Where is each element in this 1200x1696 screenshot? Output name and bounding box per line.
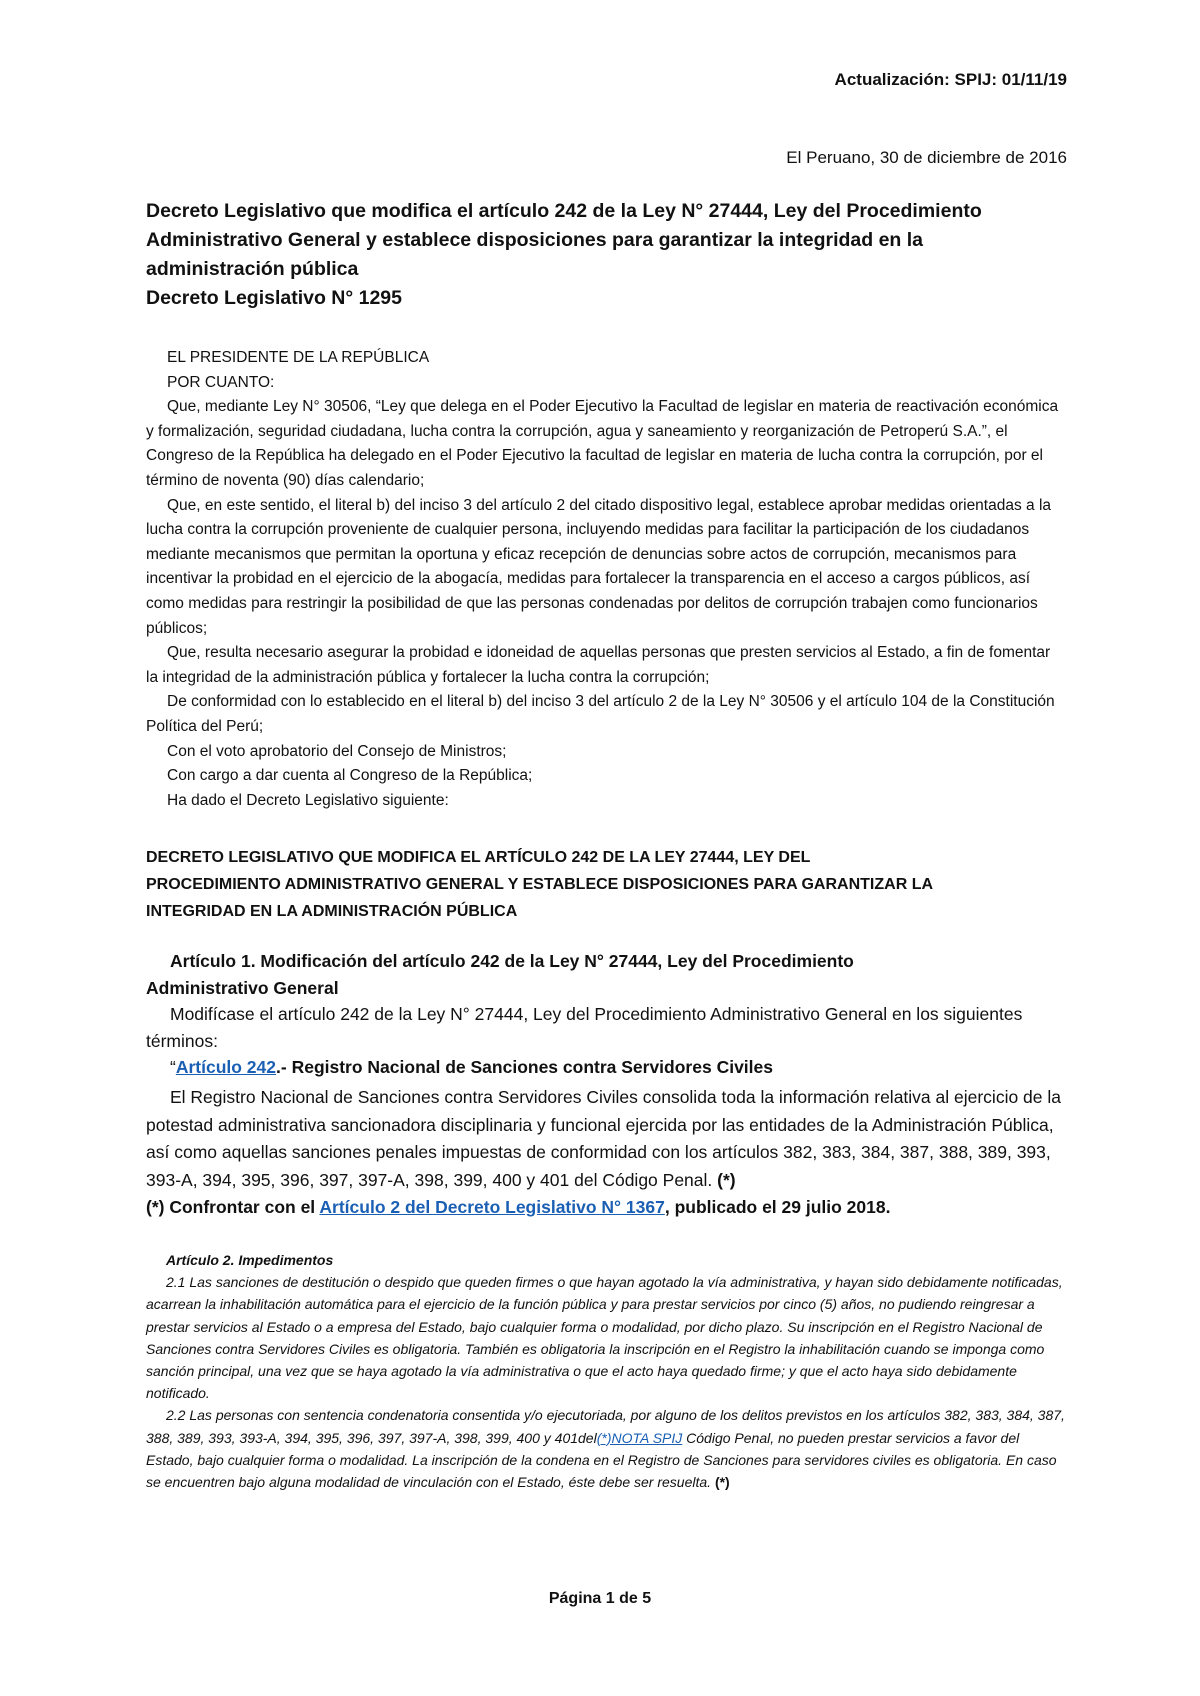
- uppercase-title-line: PROCEDIMIENTO ADMINISTRATIVO GENERAL Y ESTABLECE DISPOSICIONES PARA GARANTIZAR LA: [146, 876, 934, 893]
- preamble: [146, 346, 1066, 813]
- preamble-paragraph: Que, mediante Ley N° 30506, “Ley que delega en el Poder Ejecutivo la Facultad de legislar en materia de reactivación económica y formalización, seguridad ciudadana, lucha contra la corrupción, agua y saneamiento y reorganización de Petroperú S.A.”, el Congreso de la República ha delegado en el Poder Ejecutivo la facultad de legislar en materia de lucha contra la corrupción, por el término de noventa (90) días calendario;: [146, 398, 1059, 489]
- uppercase-title-line: INTEGRIDAD EN LA ADMINISTRACIÓN PÚBLICA: [146, 903, 518, 920]
- article-242-link[interactable]: Artículo 242: [175, 1057, 277, 1077]
- article-2: [146, 1249, 1066, 1493]
- page-number: Página 1 de 5: [548, 1590, 652, 1607]
- por-cuanto: POR CUANTO:: [167, 373, 275, 391]
- confront-note: (*) Confrontar con el Artículo 2 del Decreto Legislativo N° 1367, publicado el 29 julio 2018.: [146, 1197, 891, 1217]
- preamble-paragraph: Con cargo a dar cuenta al Congreso de la República;: [167, 767, 533, 785]
- article-2-paragraph: 2.1 Las sanciones de destitución o despido que queden firmes o que hayan agotado la vía administrativa, y hayan sido debidamente notificadas, acarrean la inhabilitación automática para el ejercicio de la función pública y para prestar servicios por cinco (5) años, no pudiendo reingresar a prestar servicios al Estado o a empresa del Estado, bajo cualquier forma o modalidad, por dicho plazo. Su inscripción en el Registro Nacional de Sanciones contra Servidores Civiles es obligatoria. También es obligatoria la inscripción en el Registro la inhabilitación cuando se imponga como sanción principal, una vez que se haya agotado la vía administrativa o que el acto haya quedado firme; y que el acto haya sido debidamente notificado.: [146, 1274, 1063, 1402]
- article-2-paragraph: 2.2 Las personas con sentencia condenatoria consentida y/o ejecutoriada, por alguno de los delitos previstos en los artículos 382, 383, 384, 387, 388, 389, 393, 393-A, 394, 395, 396, 397, 397-A, 398, 399, 400 y 401del(*)NOTA SPIJ Código Penal, no pueden prestar servicios a favor del Estado, bajo cualquier forma o modalidad. La inscripción de la condena en el Registro de Sanciones para servidores civiles es obligatoria. En caso se encuentren bajo alguna modalidad de vinculación con el Estado, éste debe ser resuelta. (*): [146, 1407, 1065, 1491]
- preamble-paragraph: Con el voto aprobatorio del Consejo de Ministros;: [167, 742, 507, 760]
- update-note: Actualización: SPIJ: 01/11/19: [834, 70, 1067, 89]
- decree-1367-link[interactable]: Artículo 2 del Decreto Legislativo N° 1367: [319, 1197, 665, 1217]
- preamble-paragraph: Que, resulta necesario asegurar la probidad e idoneidad de aquellas personas que presten servicios al Estado, a fin de fomentar la integridad de la administración pública y fortalecer la lucha contra la corrupción;: [146, 644, 1051, 686]
- article-1-heading: Artículo 1. Modificación del artículo 242 de la Ley N° 27444, Ley del Procedimiento: [170, 951, 854, 971]
- article-242-paragraph: El Registro Nacional de Sanciones contra Servidores Civiles consolida toda la información relativa al ejercicio de la potestad administrativa sancionadora disciplinaria y funcional ejercida por las entidades de la Administración Pública, así como aquellas sanciones penales impuestas de conformidad con los artículos 382, 383, 384, 387, 388, 389, 393, 393-A, 394, 395, 396, 397, 397-A, 398, 399, 400 y 401 del Código Penal. (*): [146, 1087, 1062, 1190]
- uppercase-title-line: DECRETO LEGISLATIVO QUE MODIFICA EL ARTÍCULO 242 DE LA LEY 27444, LEY DEL: [146, 849, 811, 866]
- president-heading: EL PRESIDENTE DE LA REPÚBLICA: [167, 349, 430, 366]
- article-242-heading: “Artículo 242.- Registro Nacional de Sanciones contra Servidores Civiles: [170, 1057, 773, 1077]
- decree-uppercase-title: [146, 844, 1066, 925]
- article-1-text: Modifícase el artículo 242 de la Ley N° 27444, Ley del Procedimiento Administrativo General en los siguientes términos:: [146, 1004, 1023, 1051]
- publication-dateline: El Peruano, 30 de diciembre de 2016: [786, 148, 1067, 167]
- preamble-paragraph: Que, en este sentido, el literal b) del inciso 3 del artículo 2 del citado dispositivo legal, establece aprobar medidas orientadas a la lucha contra la corrupción proveniente de cualquier persona, incluyendo medidas para facilitar la participación de los ciudadanos mediante mecanismos que permitan la oportuna y eficaz recepción de denuncias sobre actos de corrupción, mecanismos para incentivar la probidad en el ejercicio de la abogacía, medidas para fortalecer la transparencia en el acceso a cargos públicos, así como medidas para restringir la posibilidad de que las personas condenadas por delitos de corrupción trabajen como funcionarios públicos;: [146, 496, 1052, 637]
- title-line: administración pública: [146, 258, 359, 280]
- title-line: Decreto Legislativo que modifica el artículo 242 de la Ley N° 27444, Ley del Procedimiento: [146, 200, 982, 222]
- decree-number: Decreto Legislativo N° 1295: [146, 287, 402, 309]
- nota-spij-link[interactable]: (*)NOTA SPIJ: [596, 1429, 683, 1446]
- article-2-heading: Artículo 2. Impedimentos: [166, 1252, 334, 1268]
- article-1: [146, 948, 1066, 1081]
- preamble-paragraph: Ha dado el Decreto Legislativo siguiente:: [167, 791, 449, 809]
- title-line: Administrativo General y establece disposiciones para garantizar la integridad en la: [146, 229, 924, 251]
- article-242-body: [146, 1084, 1066, 1222]
- document-title: [146, 197, 1066, 313]
- article-1-heading-cont: Administrativo General: [146, 977, 339, 998]
- preamble-paragraph: De conformidad con lo establecido en el literal b) del inciso 3 del artículo 2 de la Ley N° 30506 y el artículo 104 de la Constitución Política del Perú;: [146, 693, 1055, 735]
